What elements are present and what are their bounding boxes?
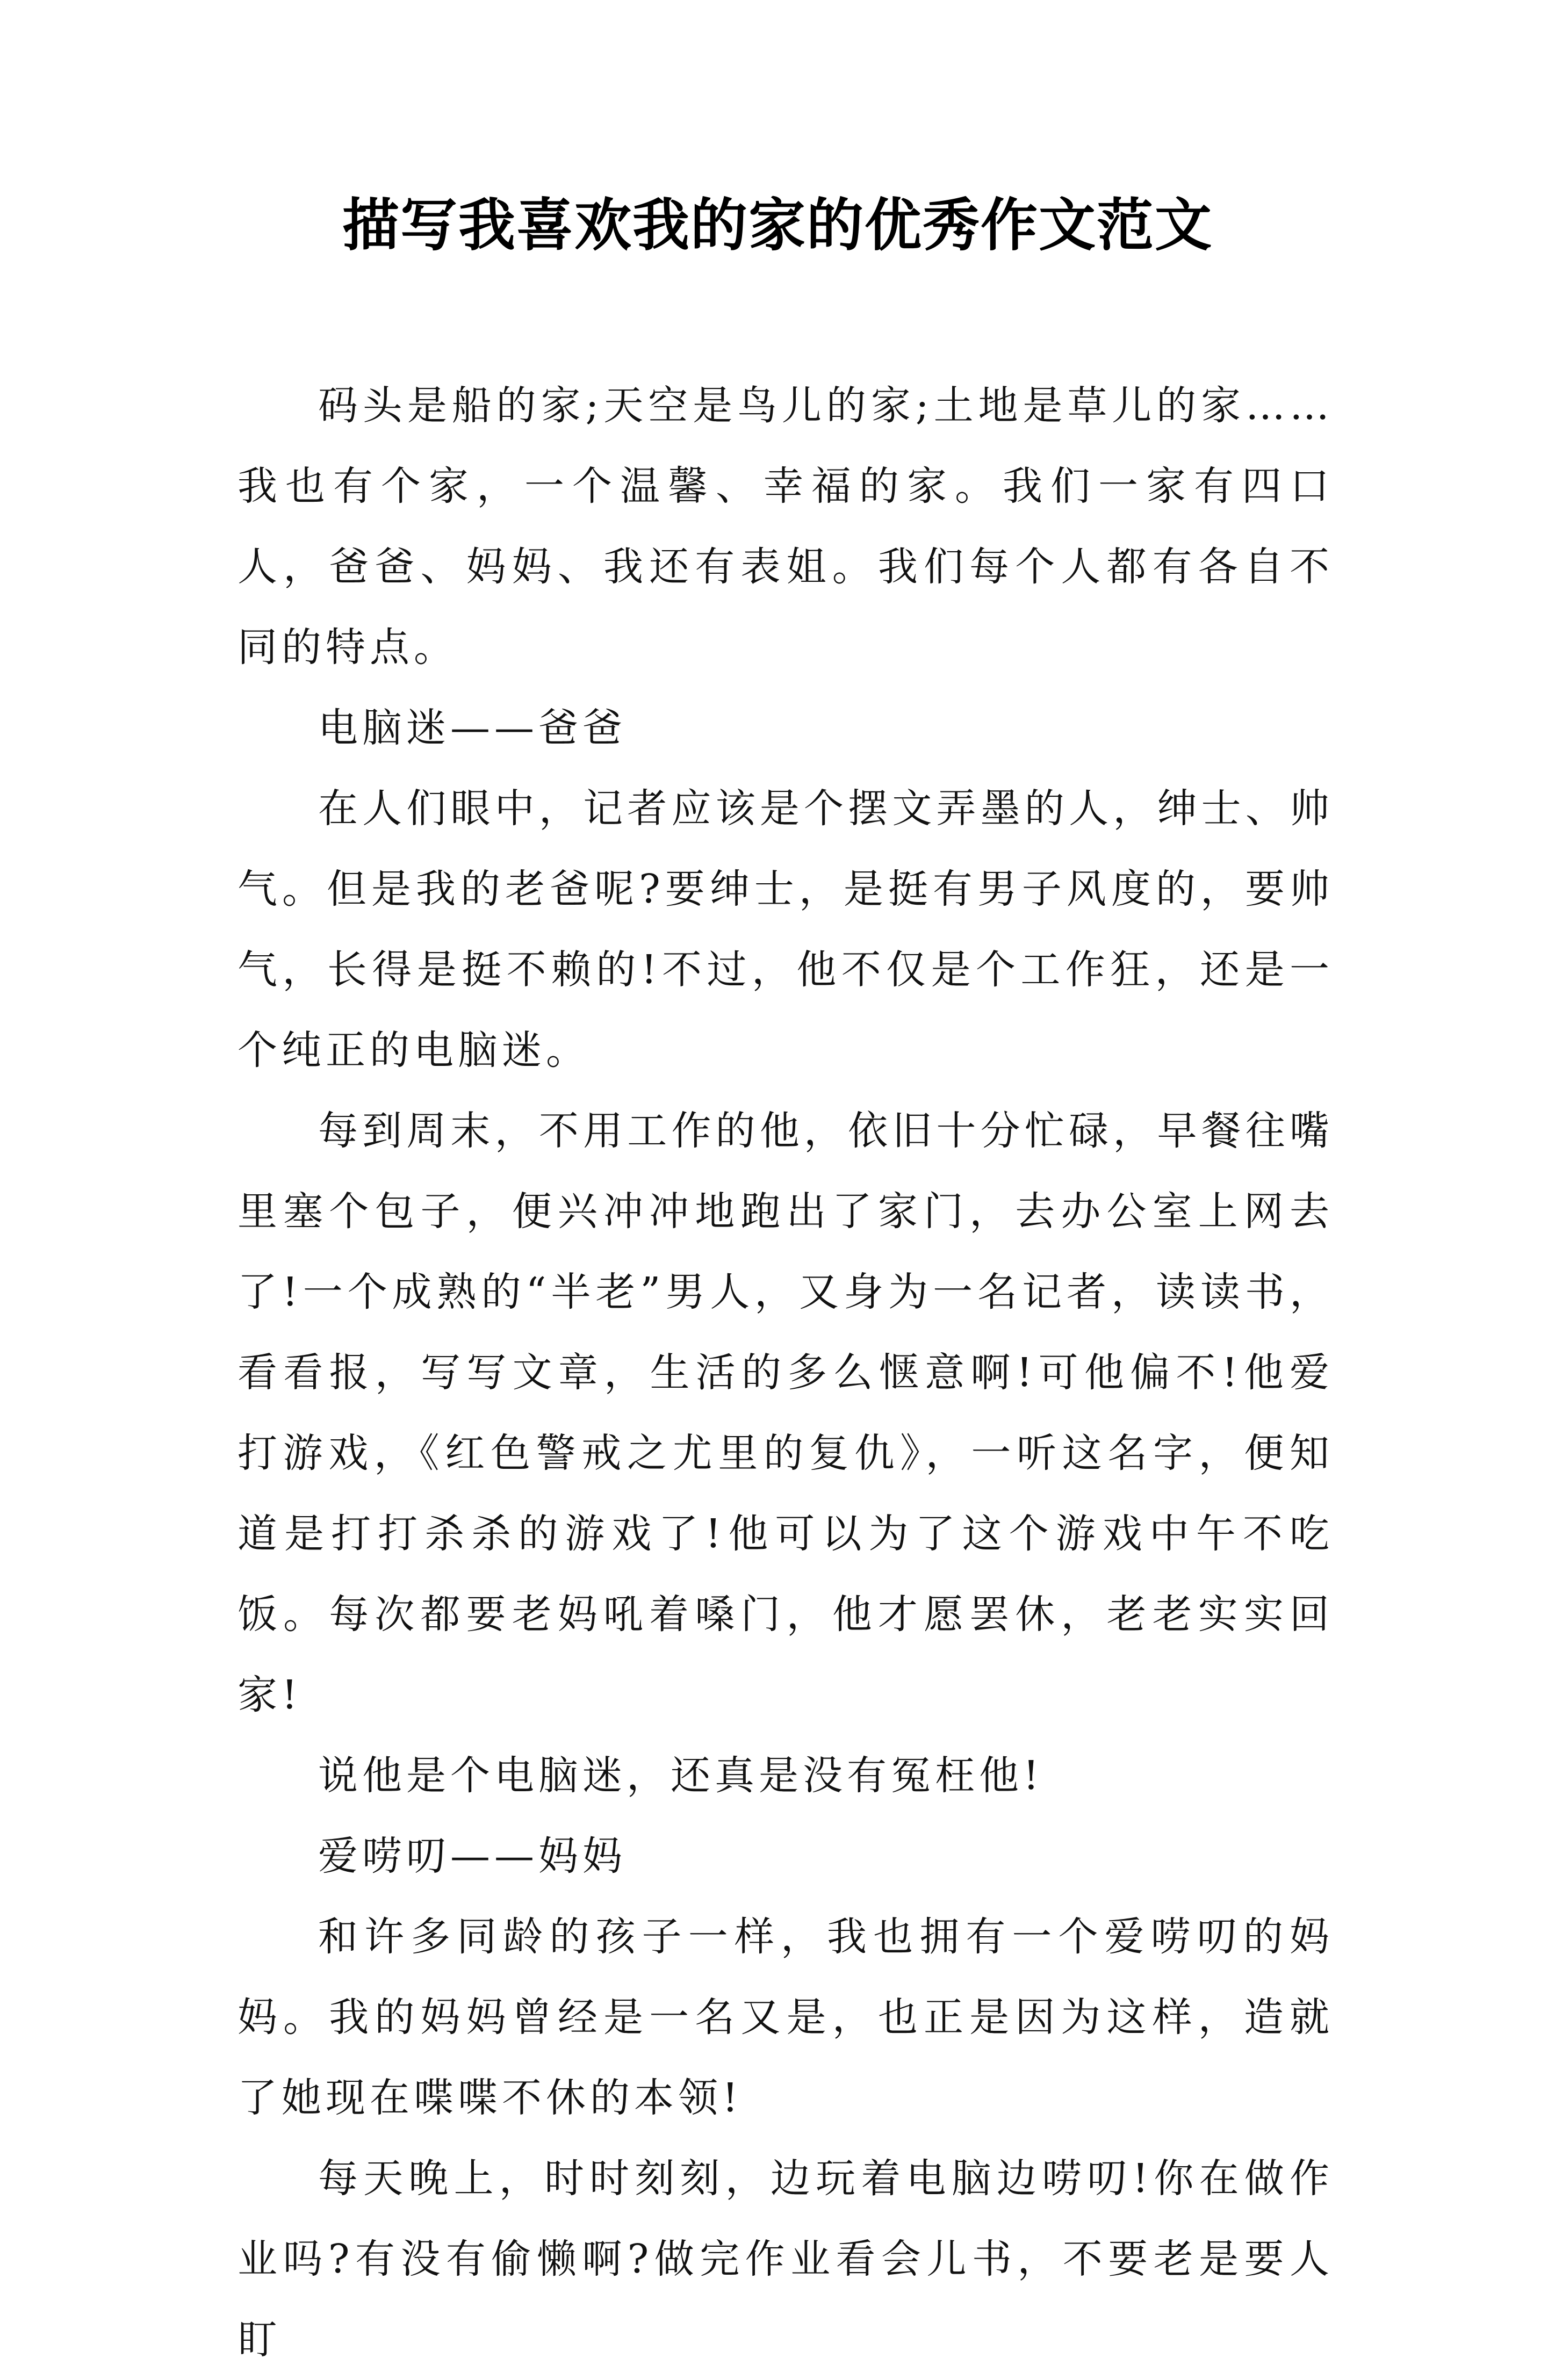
paragraph-mother-evening: 每天晚上，时时刻刻，边玩着电脑边唠叨!你在做作业吗?有没有偷懒啊?做完作业看会儿书，不要老是要人盯 bbox=[237, 2155, 1334, 2363]
document-body bbox=[237, 365, 1334, 2380]
paragraph-mother-intro: 和许多同龄的孩子一样，我也拥有一个爱唠叨的妈妈。我的妈妈曾经是一名又是，也正是因为这样，造就了她现在喋喋不休的本领! bbox=[237, 1914, 1334, 2121]
section-heading-mother: 爱唠叨——妈妈 bbox=[318, 1833, 627, 1879]
paragraph-father-intro: 在人们眼中，记者应该是个摆文弄墨的人，绅士、帅气。但是我的老爸呢?要绅士，是挺有男子风度的，要帅气，长得是挺不赖的!不过，他不仅是个工作狂，还是一个纯正的电脑迷。 bbox=[237, 785, 1334, 1073]
paragraph-father-weekend: 每到周末，不用工作的他，依旧十分忙碌，早餐往嘴里塞个包子，便兴冲冲地跑出了家门，去办公室上网去了!一个成熟的“半老”男人，又身为一名记者，读读书，看看报，写写文章，生活的多么惬意啊!可他偏不!他爱打游戏，《红色警戒之尤里的复仇》，一听这名字，便知道是打打杀杀的游戏了!他可以为了这个游戏中午不吃饭。每次都要老妈吼着嗓门，他才愿罢休，老老实实回家! bbox=[237, 1108, 1334, 1718]
document-title: 描写我喜欢我的家的优秀作文范文 bbox=[342, 191, 1213, 258]
paragraph-intro: 码头是船的家;天空是鸟儿的家;土地是草儿的家……我也有个家，一个温馨、幸福的家。我们一家有四口人，爸爸、妈妈、我还有表姐。我们每个人都有各自不同的特点。 bbox=[237, 383, 1334, 670]
section-heading-father: 电脑迷——爸爸 bbox=[318, 705, 627, 751]
paragraph-father-summary: 说他是个电脑迷，还真是没有冤枉他! bbox=[318, 1752, 1043, 1799]
